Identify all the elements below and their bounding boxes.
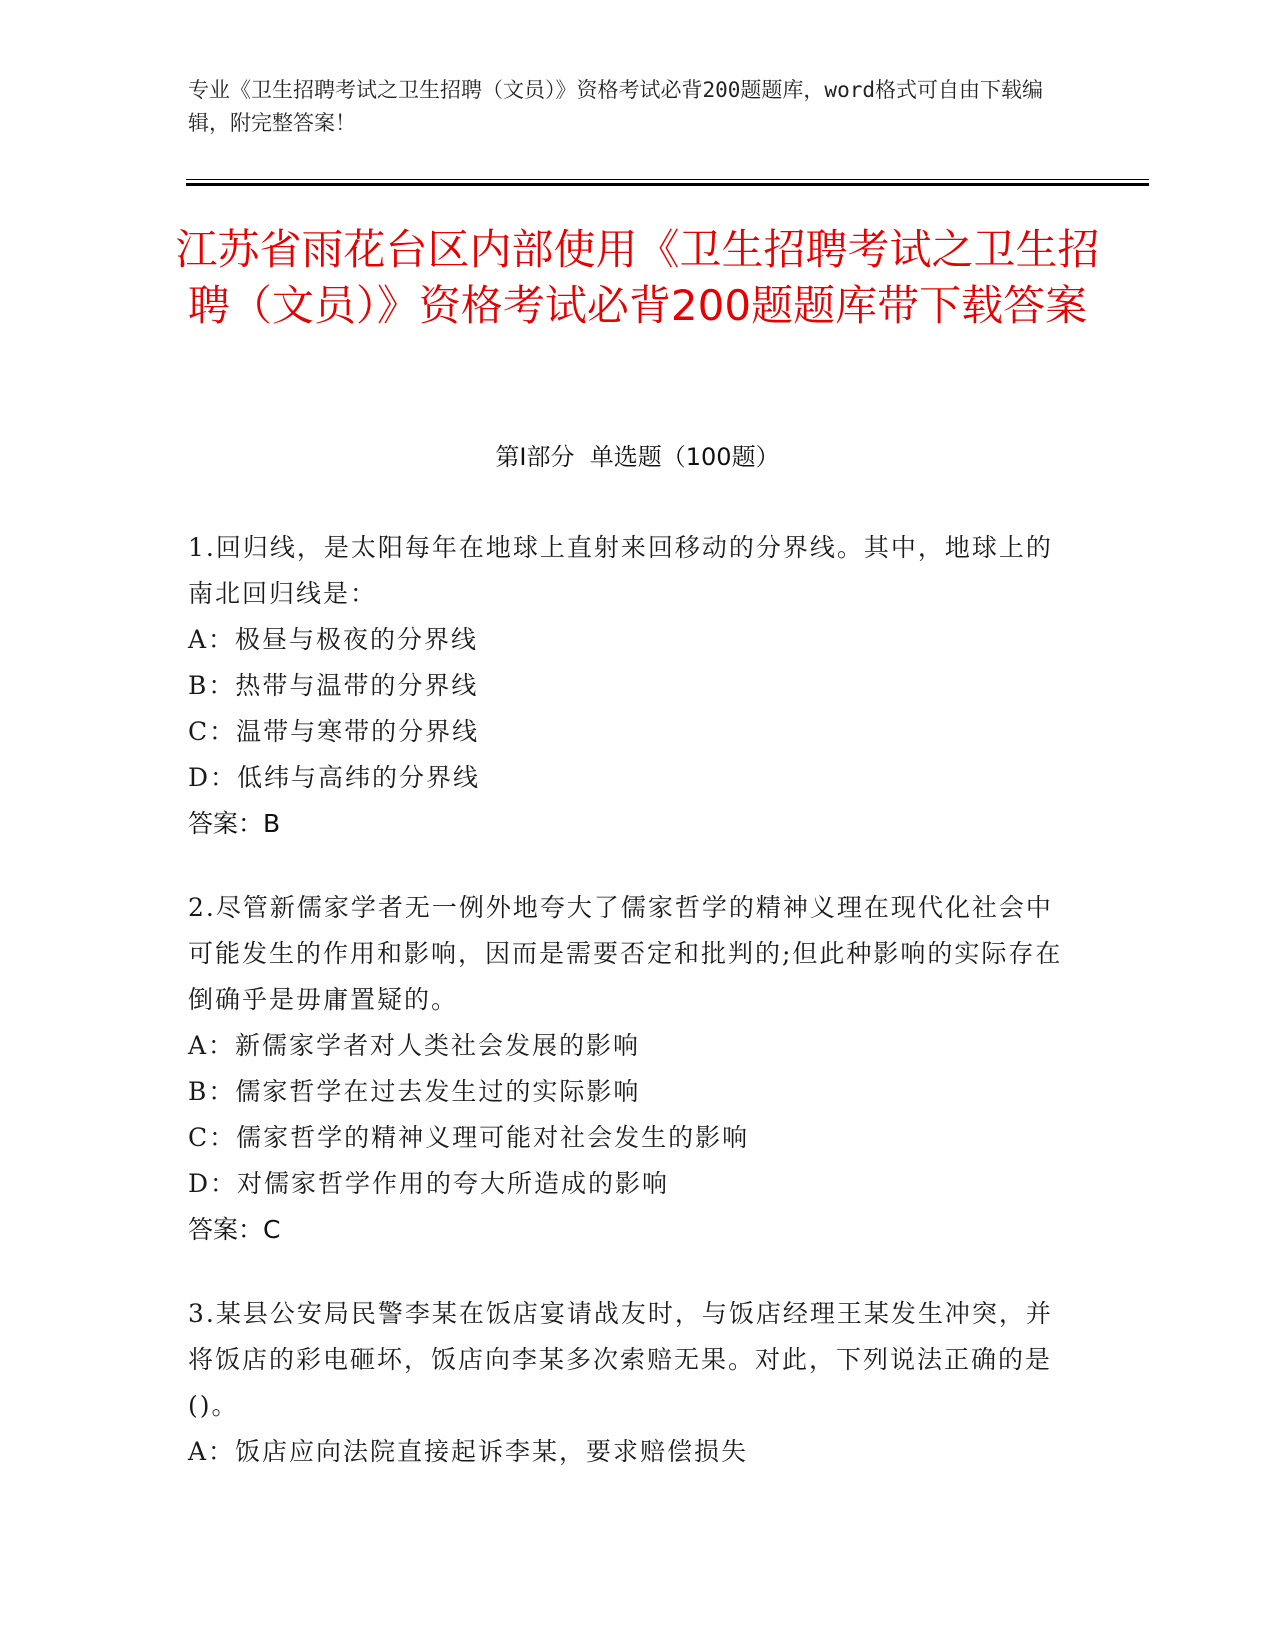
- question-stem: 1.回归线，是太阳每年在地球上直射来回移动的分界线。其中，地球上的南北回归线是：: [188, 533, 1053, 608]
- option-d: D：对儒家哲学作用的夸大所造成的影响: [188, 1169, 670, 1198]
- option-d: D：低纬与高纬的分界线: [188, 763, 481, 792]
- header-note: 专业《卫生招聘考试之卫生招聘（文员）》资格考试必背200题题库，word格式可自由下载编辑，附完整答案！: [188, 78, 1043, 135]
- option-b: B：儒家哲学在过去发生过的实际影响: [188, 1077, 641, 1106]
- question-stem: 2.尽管新儒家学者无一例外地夸大了儒家哲学的精神义理在现代化社会中可能发生的作用和影响，因而是需要否定和批判的;但此种影响的实际存在倒确乎是毋庸置疑的。: [188, 893, 1063, 1014]
- question-1: [188, 525, 1068, 847]
- option-a: A：饭店应向法院直接起诉李某，要求赔偿损失: [188, 1437, 749, 1466]
- option-c: C：温带与寒带的分界线: [188, 717, 480, 746]
- option-a: A：极昼与极夜的分界线: [188, 625, 479, 654]
- option-c: C：儒家哲学的精神义理可能对社会发生的影响: [188, 1123, 750, 1152]
- question-stem: 3.某县公安局民警李某在饭店宴请战友时，与饭店经理王某发生冲突，并将饭店的彩电砸坏，饭店向李某多次索赔无果。对此，下列说法正确的是()。: [188, 1299, 1053, 1420]
- question-2: [188, 885, 1068, 1253]
- answer-line: 答案：C: [188, 1215, 281, 1244]
- question-3: [188, 1291, 1068, 1475]
- header-divider-thin: [186, 179, 1149, 180]
- question-list: [188, 525, 1068, 1513]
- option-b: B：热带与温带的分界线: [188, 671, 479, 700]
- answer-line: 答案：B: [188, 809, 281, 838]
- document-title: 江苏省雨花台区内部使用《卫生招聘考试之卫生招聘（文员）》资格考试必背200题题库带下载答案: [175, 225, 1100, 330]
- section-heading: 第I部分 单选题（100题）: [495, 443, 780, 471]
- option-a: A：新儒家学者对人类社会发展的影响: [188, 1031, 641, 1060]
- header-divider-thick: [186, 183, 1149, 186]
